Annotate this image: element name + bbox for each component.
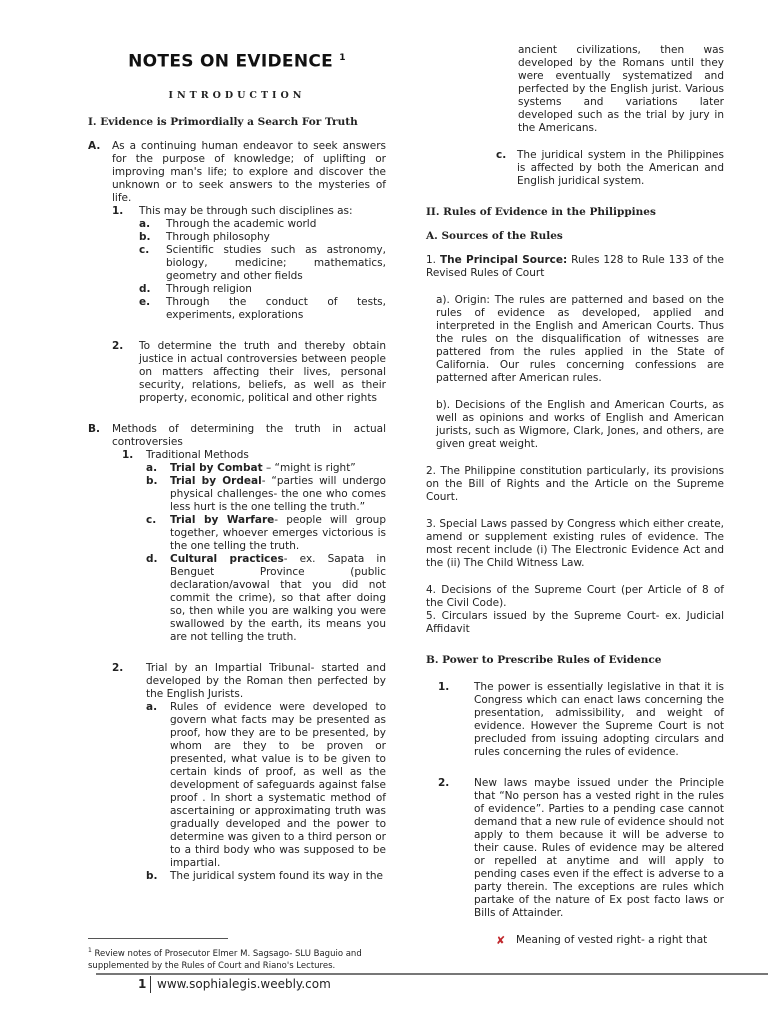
footer-divider — [96, 973, 768, 975]
item-label: a. — [139, 217, 151, 230]
item-text: Through the conduct of tests, experiments, explorations — [166, 295, 386, 321]
item-B2 — [112, 662, 386, 701]
item-term: Trial by Combat — [170, 461, 263, 474]
subsection-a-heading: A. Sources of the Rules — [426, 230, 563, 242]
item-desc: - people will group together, whoever emerges victorious is the one telling the truth. — [170, 513, 386, 552]
item-text: The power is essentially legislative in that it is Congress which can enact laws concerning the presentation, admissibility, and weight of evidence. However the Supreme Court is not precluded from issuing adopting circulars and rules concerning the rules of evidence. — [474, 681, 724, 758]
vested-right-item — [496, 934, 724, 947]
list-item — [139, 296, 386, 322]
item-text: As a continuing human endeavor to seek answers for the purpose of knowledge; of uplifting or improving man's life; to explore and discover the unknown or to seek answers to the mysteries of life. — [112, 139, 386, 204]
item-text: Traditional Methods — [146, 448, 249, 461]
footnote-text: Review notes of Prosecutor Elmer M. Sagsago- SLU Baguio and supplemented by the Rules of Court and Riano's Lectures. — [88, 948, 362, 971]
item-text — [170, 553, 386, 644]
item-label: 2. — [438, 777, 450, 789]
item-text: Through philosophy — [166, 230, 270, 243]
item-c — [496, 149, 724, 188]
item-text: Through the academic world — [166, 217, 317, 230]
item-label: B. — [88, 422, 100, 435]
item-label: b. — [146, 869, 158, 882]
item-label: a. — [146, 700, 158, 713]
list-item — [139, 218, 386, 231]
decisions-paragraph: b). Decisions of the English and American Courts, as well as opinions and works of English and American jurists, such as Wigmore, Clark, Jones, and others, are given great weight. — [436, 399, 724, 450]
item-term: Trial by Ordeal — [170, 474, 262, 487]
item-label: d. — [146, 552, 158, 565]
item-term: Cultural practices — [170, 552, 284, 565]
item-text: To determine the truth and thereby obtain justice in actual controversies between people on matters affecting their lives, personal security, relations, beliefs, as well as their property, economic, political and other rights — [139, 339, 386, 404]
power-item-1 — [438, 681, 724, 759]
list-item — [146, 701, 386, 870]
document-title — [88, 51, 386, 72]
footnote-divider — [88, 938, 228, 939]
item-desc: - “parties will undergo physical challenges- the one who comes less hurt is the one telling the truth.” — [170, 474, 386, 513]
item-label: 2. — [112, 339, 124, 352]
item-text: Rules of evidence were developed to govern what facts may be presented as proof, how they are to be presented, by whom are they to be proven or presented, what value is to be given to certain kinds of proof, as well as the development of safeguards against false proof . In short a systematic method of ascertaining or approximating truth was gradually developed and the power to determine was given to a third person or to a third body who was supposed to be impartial. — [170, 700, 386, 869]
item-B — [88, 423, 386, 449]
footer-separator — [150, 976, 151, 993]
list-item — [139, 244, 386, 283]
item-A2 — [112, 340, 386, 405]
item-term: The Principal Source: — [439, 254, 568, 266]
item-label: c. — [146, 513, 157, 526]
item-label: c. — [139, 243, 150, 256]
left-column — [88, 44, 386, 883]
item-text: Through religion — [166, 282, 252, 295]
item-label: 1. — [438, 681, 450, 693]
list-item — [146, 514, 386, 553]
power-item-2 — [438, 777, 724, 920]
page-number: 1 — [138, 977, 147, 991]
item-text — [170, 462, 386, 475]
item-term: Trial by Warfare — [170, 513, 275, 526]
source-4: 4. Decisions of the Supreme Court (per Article of 8 of the Civil Code). — [426, 584, 724, 609]
item-label: A. — [88, 139, 101, 152]
source-2: 2. The Philippine constitution particularly, its provisions on the Bill of Rights and the Article on the Supreme Court. — [426, 465, 724, 503]
origin-paragraph: a). Origin: The rules are patterned and based on the rules of evidence as developed, applied and interpreted in the English and American Courts. Thus the rules on the disqualification of witnesses are pattered from the rules applied in the State of California. Our rules concerning confessions are patterned after American rules. — [436, 294, 724, 384]
footnote — [88, 945, 388, 972]
item-label: e. — [139, 295, 151, 308]
continued-text: ancient civilizations, then was developed by the Romans until they were eventually systematized and perfected by the English jurist. Various systems and variations later developed such as the trial by jury in the Americans. — [518, 44, 724, 134]
list-item — [139, 231, 386, 244]
subsection-b-heading: B. Power to Prescribe Rules of Evidence — [426, 654, 662, 666]
x-mark-icon: ✘ — [496, 934, 506, 947]
item-B1 — [122, 449, 386, 462]
section-1-heading: I. Evidence is Primordially a Search For Truth — [88, 115, 358, 128]
list-item — [146, 462, 386, 475]
item-label: 1. — [426, 254, 437, 266]
item-text: Methods of determining the truth in actual controversies — [112, 422, 386, 448]
item-text: The juridical system in the Philippines is affected by both the American and English juridical system. — [517, 149, 724, 187]
footer-website: www.sophialegis.weebly.com — [157, 977, 331, 991]
title-text: NOTES ON EVIDENCE — [128, 51, 334, 72]
source-5: 5. Circulars issued by the Supreme Court- ex. Judicial Affidavit — [426, 610, 724, 635]
item-A1 — [112, 205, 386, 218]
section-2-heading: II. Rules of Evidence in the Philippines — [426, 206, 656, 218]
item-label: d. — [139, 282, 151, 295]
item-label: b. — [139, 230, 151, 243]
item-text: This may be through such disciplines as: — [139, 204, 353, 217]
footnote-marker: 1 — [88, 947, 92, 954]
item-label: 1. — [112, 204, 124, 217]
list-item — [146, 553, 386, 644]
list-item — [139, 283, 386, 296]
item-text: Scientific studies such as astronomy, biology, medicine; mathematics, geometry and other fields — [166, 243, 386, 282]
item-A — [88, 140, 386, 205]
principal-source — [426, 254, 724, 280]
subtitle: INTRODUCTION — [168, 89, 306, 101]
item-desc: - ex. Sapata in Benguet Province (public declaration/avowal that you did not commit the crime), so that after doing so, then while you are walking you were swallowed by the earth, its means you are not telling the truth. — [170, 552, 387, 643]
item-label: 1. — [122, 448, 134, 461]
item-text — [170, 475, 386, 514]
item-label: 2. — [112, 661, 124, 674]
list-item — [146, 475, 386, 514]
title-footnote-marker: 1 — [339, 53, 346, 63]
list-item — [146, 870, 386, 883]
item-text — [170, 514, 386, 553]
item-label: b. — [146, 474, 158, 487]
item-text: The juridical system found its way in the — [170, 869, 384, 882]
item-text: New laws maybe issued under the Principle that “No person has a vested right in the rules of evidence”. Parties to a pending case cannot demand that a new rule of evidence should not apply to them because it will be adverse to their cause. Rules of evidence may be altered or repelled at anytime and will apply to pending cases even if the effect is adverse to a party therein. The exceptions are rules which partake of the nature of Ex post facto laws or Bills of Attainder. — [474, 777, 724, 919]
item-desc: – “might is right” — [262, 461, 356, 474]
item-label: a. — [146, 461, 158, 474]
item-text: Trial by an Impartial Tribunal- started and developed by the Roman then perfected by the English Jurists. — [146, 661, 386, 700]
item-label: c. — [496, 149, 507, 161]
source-3: 3. Special Laws passed by Congress which either create, amend or supplement existing rules of evidence. The most recent include (i) The Electronic Evidence Act and the (ii) The Child Witness Law. — [426, 518, 724, 569]
item-text: Meaning of vested right- a right that — [516, 934, 708, 946]
item-desc: Rules 128 to Rule 133 of the Revised Rules of Court — [426, 254, 724, 279]
right-column — [426, 44, 724, 947]
